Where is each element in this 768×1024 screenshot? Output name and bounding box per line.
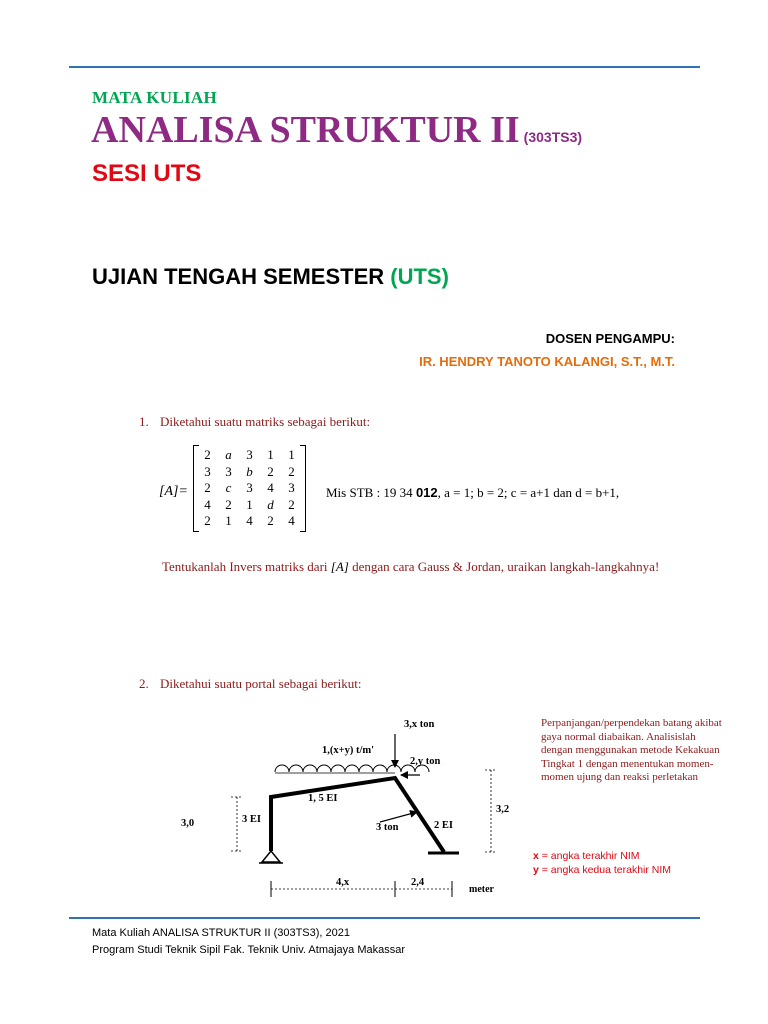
matrix-cell: 3 bbox=[225, 463, 232, 479]
q1-number: 1. bbox=[139, 414, 149, 429]
matrix-cell: c bbox=[225, 480, 232, 496]
var-x-line bbox=[533, 850, 640, 862]
matrix-cell: 2 bbox=[225, 496, 232, 512]
label-inclined-load: 3 ton bbox=[376, 822, 399, 833]
course-code: (303TS3) bbox=[523, 129, 583, 145]
label-load-side: 2,y ton bbox=[410, 756, 441, 767]
matrix-cell: 4 bbox=[267, 480, 274, 496]
matrix-cell: 2 bbox=[267, 463, 274, 479]
footer-line-1: Mata Kuliah ANALISA STRUKTUR II (303TS3), 2021 bbox=[92, 927, 351, 939]
exam-title: UJIAN TENGAH SEMESTER bbox=[92, 264, 385, 289]
var-y-name: y bbox=[533, 864, 539, 876]
matrix-cell: 3 bbox=[204, 463, 211, 479]
q1-task-after: dengan cara Gauss & Jordan, uraikan langkah-langkahnya! bbox=[348, 559, 660, 574]
q1-params-bold: 012 bbox=[415, 485, 438, 500]
var-x-desc: = angka terakhir NIM bbox=[538, 850, 640, 862]
matrix-cell: b bbox=[246, 463, 253, 479]
matrix-cell: 2 bbox=[267, 513, 274, 529]
matrix-cell: d bbox=[267, 496, 274, 512]
matrix-cell: 2 bbox=[204, 513, 211, 529]
footer-rule bbox=[69, 917, 700, 919]
matrix-cell: 4 bbox=[246, 513, 253, 529]
var-x-name: x bbox=[533, 850, 539, 862]
q1-params-prefix: Mis STB : 19 34 bbox=[326, 485, 416, 500]
matrix-cell: 2 bbox=[288, 463, 295, 479]
label-right-height: 3,2 bbox=[496, 804, 510, 815]
point-load-inclined bbox=[380, 812, 417, 822]
q1-params-suffix: , a = 1; b = 2; c = a+1 dan d = b+1, bbox=[437, 485, 620, 500]
matrix-cell: 1 bbox=[246, 496, 253, 512]
exam-title-abbrev: (UTS) bbox=[390, 264, 449, 289]
matrix-cell: 1 bbox=[225, 513, 232, 529]
matrix-cell: 1 bbox=[267, 447, 274, 463]
label-span-1: 4,x bbox=[336, 877, 350, 888]
label-unit: meter bbox=[469, 884, 494, 895]
label-beam-stiffness: 1, 5 EI bbox=[308, 793, 338, 804]
label-left-height: 3,0 bbox=[181, 818, 195, 829]
matrix-symbol: [A]= bbox=[159, 484, 188, 499]
lecturer-name: IR. HENDRY TANOTO KALANGI, S.T., M.T. bbox=[419, 354, 675, 369]
matrix-cell: 2 bbox=[204, 480, 211, 496]
label-left-col-stiffness: 3 EI bbox=[242, 814, 261, 825]
matrix-cell: 3 bbox=[246, 480, 253, 496]
lecturer-label: DOSEN PENGAMPU: bbox=[545, 331, 675, 346]
matrix-cell: 2 bbox=[288, 496, 295, 512]
q2-note: Perpanjangan/perpendekan batang akibat gaya normal diabaikan. Analisislah dengan menggunakan metode Kekakuan Tingkat 1 dengan menentukan momen-momen ujung dan reaksi perletakan bbox=[541, 717, 722, 783]
course-title: ANALISA STRUKTUR II bbox=[91, 109, 520, 151]
subject-label: MATA KULIAH bbox=[92, 88, 217, 107]
pin-support bbox=[262, 851, 280, 862]
footer-line-2: Program Studi Teknik Sipil Fak. Teknik Univ. Atmajaya Makassar bbox=[92, 944, 406, 956]
matrix-cell: 4 bbox=[288, 513, 295, 529]
matrix-cell: 3 bbox=[246, 447, 253, 463]
frame-members bbox=[271, 778, 444, 852]
label-right-col-stiffness: 2 EI bbox=[434, 820, 453, 831]
label-span-2: 2,4 bbox=[411, 877, 425, 888]
matrix-cell: 3 bbox=[288, 480, 295, 496]
q1-task-symbol: [A] bbox=[330, 559, 349, 574]
q1-intro: Diketahui suatu matriks sebagai berikut: bbox=[160, 414, 371, 429]
label-load-dist: 1,(x+y) t/m' bbox=[322, 745, 375, 756]
q1-task-before: Tentukanlah Invers matriks dari bbox=[162, 559, 331, 574]
var-y-line bbox=[533, 864, 671, 876]
matrix-cell: 2 bbox=[204, 447, 211, 463]
session-label: SESI UTS bbox=[92, 160, 202, 187]
matrix-cell: 1 bbox=[288, 447, 295, 463]
var-y-desc: = angka kedua terakhir NIM bbox=[538, 864, 672, 876]
matrix-cell: 4 bbox=[204, 496, 211, 512]
q2-intro: Diketahui suatu portal sebagai berikut: bbox=[160, 676, 362, 691]
distributed-load bbox=[275, 765, 429, 772]
matrix-cell: a bbox=[225, 447, 232, 463]
q2-number: 2. bbox=[139, 676, 149, 691]
label-load-top: 3,x ton bbox=[404, 719, 435, 730]
